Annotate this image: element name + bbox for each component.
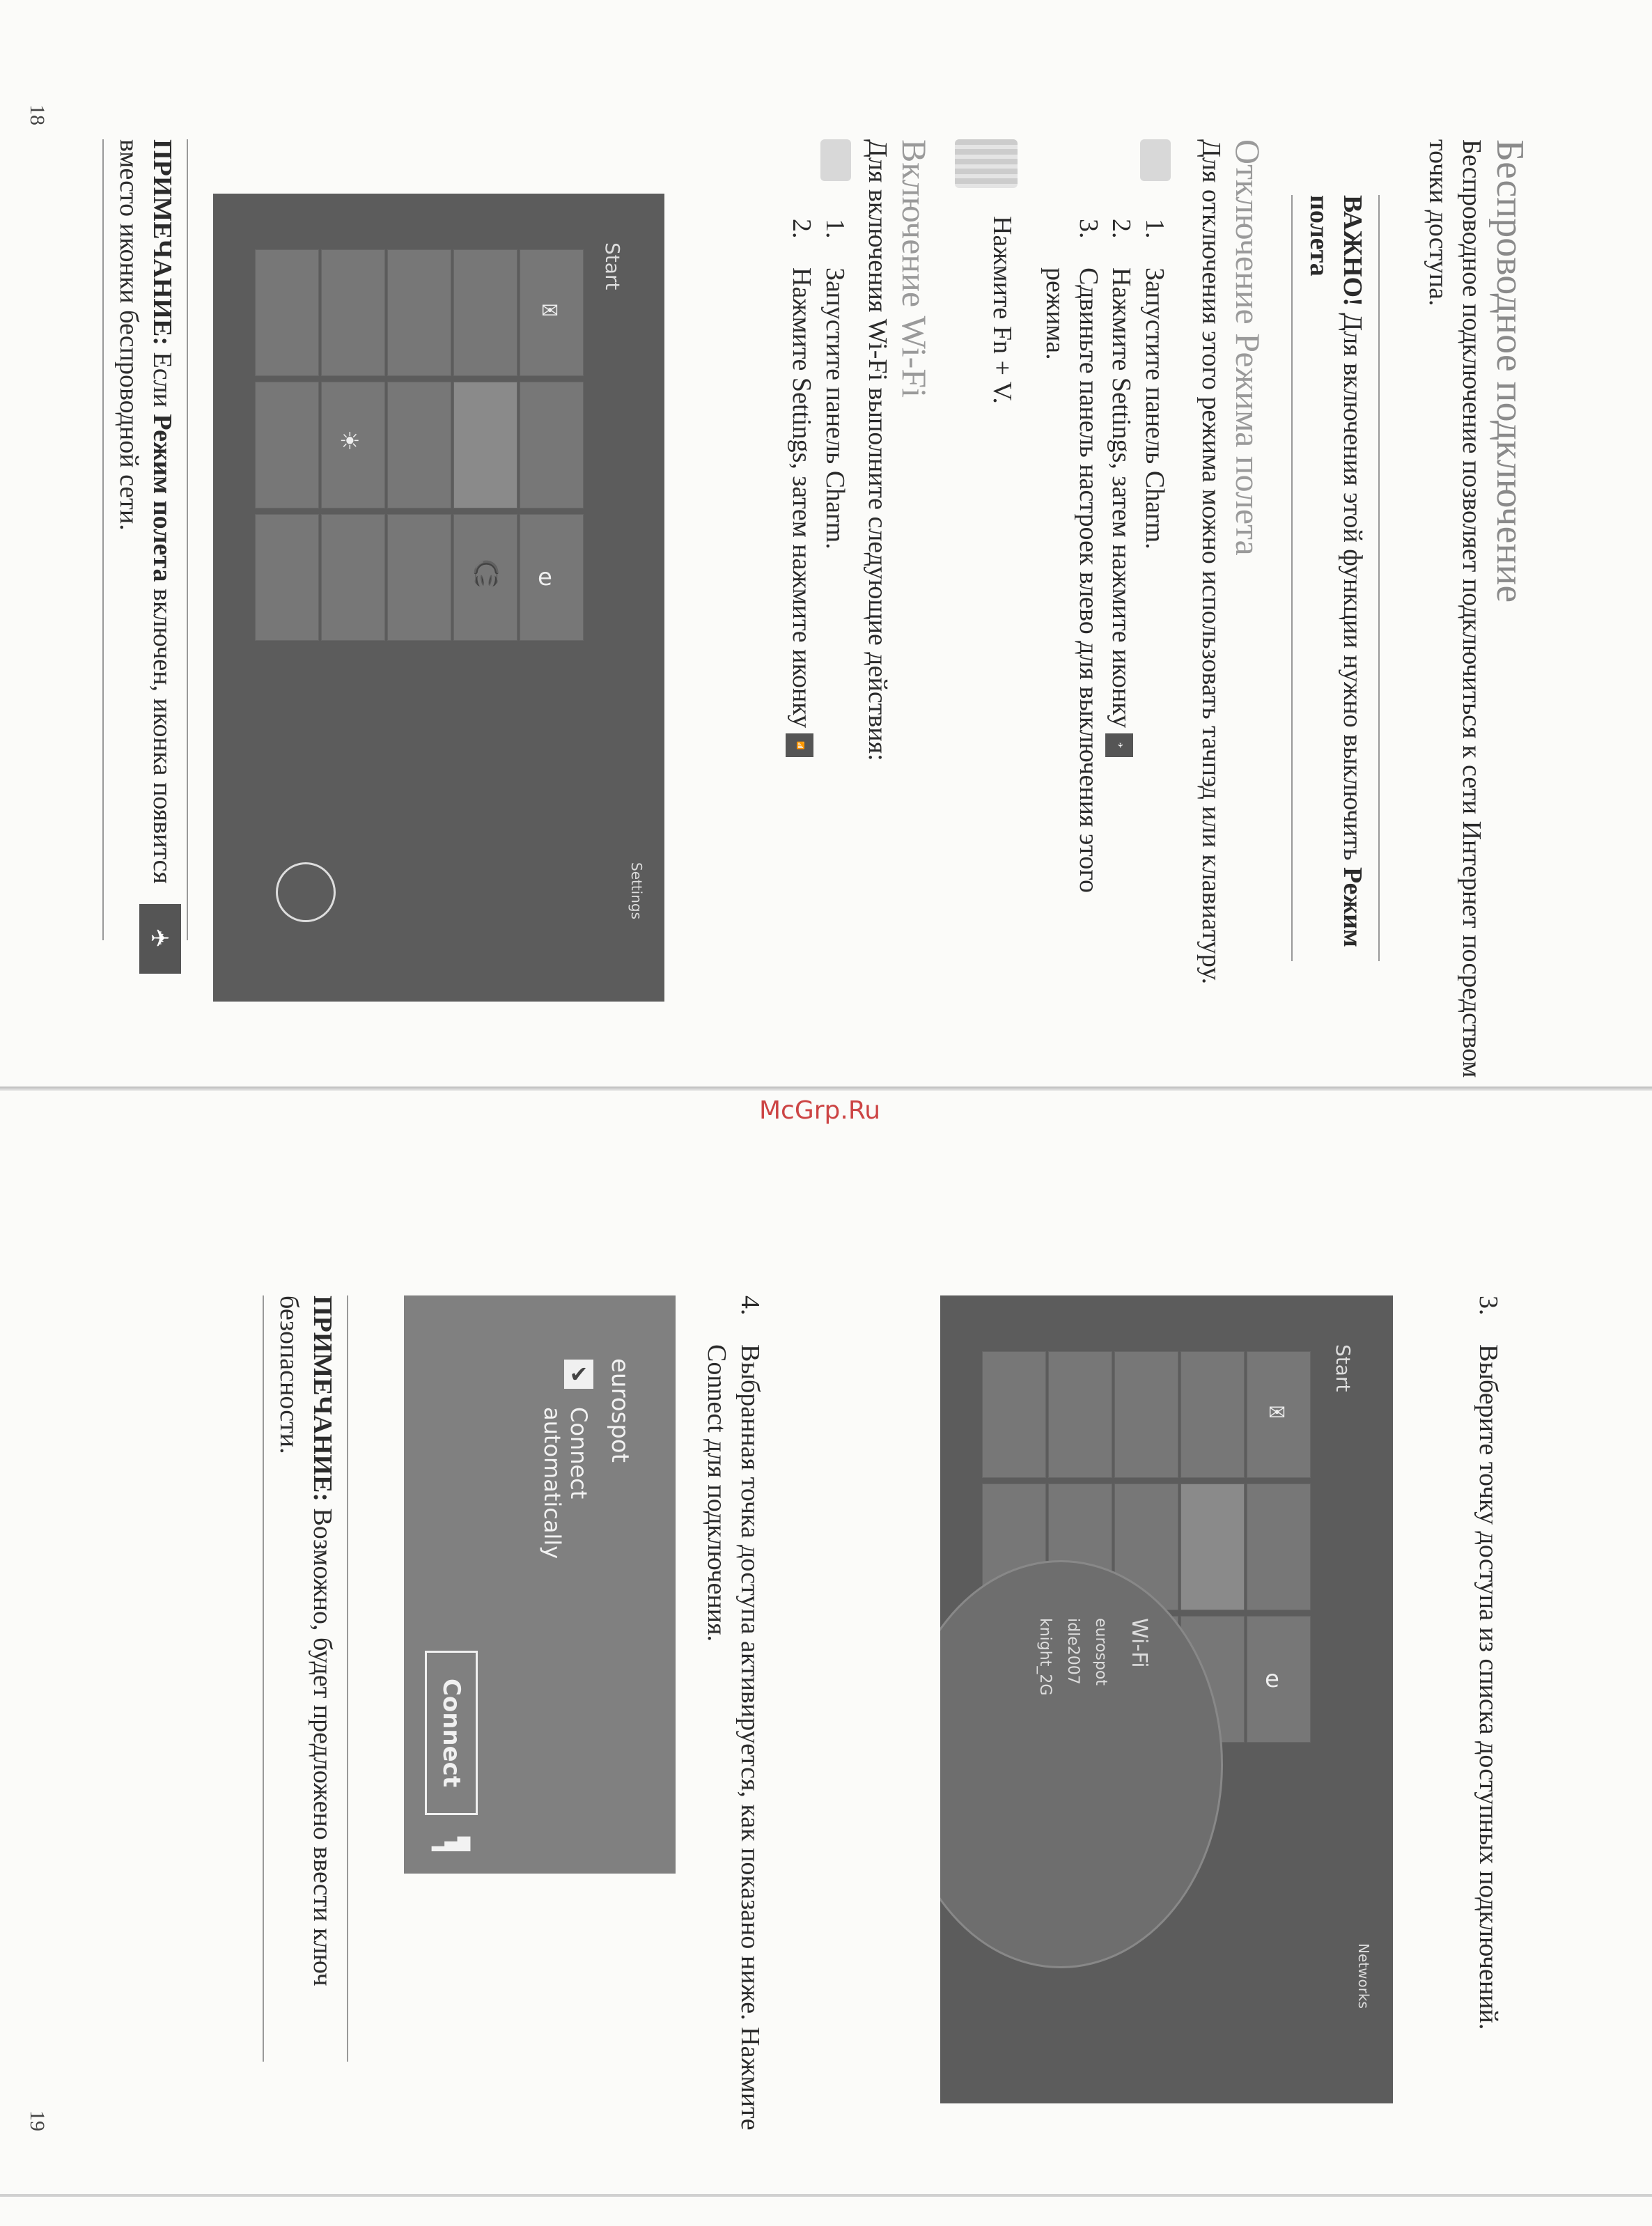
tile-news [255, 382, 319, 508]
keyboard-icon [955, 139, 1018, 188]
note-text: Возможно, будет предложено ввести ключ безопасности. [274, 1295, 337, 1986]
touchpad-steps [1038, 139, 1171, 1114]
tile-music: 🎧 [453, 514, 517, 641]
note-text: включен, иконка появится вместо иконки беспроводной сети. [114, 139, 177, 884]
list-item: 1. Запустите панель Charm. [1139, 219, 1169, 550]
right-step-3: 3. Выберите точку доступа из списка доступных подключений. [1474, 1295, 1503, 2030]
list-item: 2. Нажмите Settings, затем нажмите иконку✈ [1105, 219, 1138, 964]
tile-messaging [1114, 1351, 1178, 1478]
tile-camera [255, 514, 319, 641]
connect-button[interactable]: Connect [425, 1651, 478, 1815]
tile-photos [1247, 1484, 1311, 1610]
tile-people [1180, 1351, 1245, 1478]
tile-video [387, 382, 451, 508]
wifi-intro: Для включения Wi-Fi выполните следующие действия: [863, 139, 893, 761]
tile-ie: e [1247, 1616, 1311, 1743]
signal-strength-icon: ▂▄▆ [432, 1832, 471, 1851]
airplane-heading: Отключение Режима полета [1228, 139, 1268, 556]
left-page-text [785, 139, 1532, 1114]
start-label: Start [1332, 1344, 1355, 1392]
airplane-steps-list [1038, 219, 1171, 964]
tile-photos [520, 382, 584, 508]
note-label: ПРИМЕЧАНИЕ: [148, 139, 177, 345]
start-screen-screenshot-left [213, 194, 664, 1002]
tile-desktop [1180, 1484, 1245, 1610]
settings-label: Settings [628, 862, 645, 920]
wifi-label: Wi-Fi [1127, 1618, 1151, 1668]
network-item[interactable]: idle2007 [1064, 1618, 1082, 1685]
important-box [1291, 195, 1380, 961]
important-text: Для включения этой функции нужно выключить [1337, 313, 1367, 861]
airplane-intro: Для отключения этого режима можно использовать тачпэд или клавиатуру. [1197, 139, 1226, 985]
important-label: ВАЖНО! [1337, 195, 1367, 306]
page-number-right: 19 [26, 2110, 49, 2131]
note-text: Если [148, 352, 177, 407]
network-item[interactable]: knight_2G [1036, 1618, 1054, 1696]
tile-desktop [453, 382, 517, 508]
tile-weather: ☀ [321, 382, 385, 508]
intro-text: Беспроводное подключение позволяет подключиться к сети Интернет посредством точки доступа. [1424, 139, 1486, 1078]
note-box-left [102, 139, 188, 940]
tile-calendar [255, 249, 319, 376]
wifi-steps-list [785, 219, 851, 757]
tile-mail: ✉ [520, 249, 584, 376]
list-item: 1. Запустите панель Charm. [820, 219, 850, 550]
tile-ie: e [520, 514, 584, 641]
network-name: eurospot [606, 1358, 634, 1463]
important-bold: Режим полета [1304, 195, 1367, 947]
network-item[interactable]: eurospot [1092, 1618, 1109, 1686]
connect-automatically-label: Connect automatically [539, 1407, 592, 1559]
wifi-connect-dialog [404, 1295, 676, 1874]
tile-people [453, 249, 517, 376]
networks-label: Networks [1355, 1943, 1372, 2009]
start-screen-screenshot-right [940, 1295, 1393, 2103]
touchpad-icon [1140, 139, 1171, 181]
wifi-steps [785, 139, 851, 1114]
touchpad-icon [820, 139, 851, 181]
tile-mail: ✉ [1247, 1351, 1311, 1478]
start-label: Start [601, 242, 624, 290]
tile-messaging [387, 249, 451, 376]
note-bold: Режим полета [148, 414, 177, 582]
list-item: 2. Нажмите Settings, затем нажмите иконку📶 [785, 219, 818, 757]
page-edge [0, 2194, 1652, 2197]
connect-automatically-checkbox[interactable]: ✔ [564, 1360, 593, 1389]
airplane-mode-icon: ✈ [139, 904, 181, 974]
tile-maps [387, 514, 451, 641]
right-step-4: 4. Выбранная точка доступа активируется, как показано ниже. Нажмите Connect для подключения. [702, 1295, 765, 2131]
tile-store [321, 249, 385, 376]
list-item: 3. Сдвиньте панель настроек влево для выключения этого режима. [1041, 219, 1103, 894]
tile-calendar [982, 1351, 1046, 1478]
page-number-left: 18 [26, 104, 49, 125]
note-label: ПРИМЕЧАНИЕ: [308, 1295, 337, 1502]
note-box-right [263, 1295, 348, 2062]
section-title: Беспроводное подключение [1488, 139, 1532, 603]
tile-finance [321, 514, 385, 641]
watermark: McGrp.Ru [759, 1096, 881, 1125]
settings-network-icon [276, 862, 336, 922]
keyboard-hint: Нажмите Fn + V. [955, 139, 1018, 1114]
airplane-mode-icon: ✈ [1105, 733, 1133, 757]
wireless-icon: 📶 [786, 733, 813, 757]
wifi-heading: Включение Wi-Fi [894, 139, 934, 398]
tile-store [1048, 1351, 1112, 1478]
